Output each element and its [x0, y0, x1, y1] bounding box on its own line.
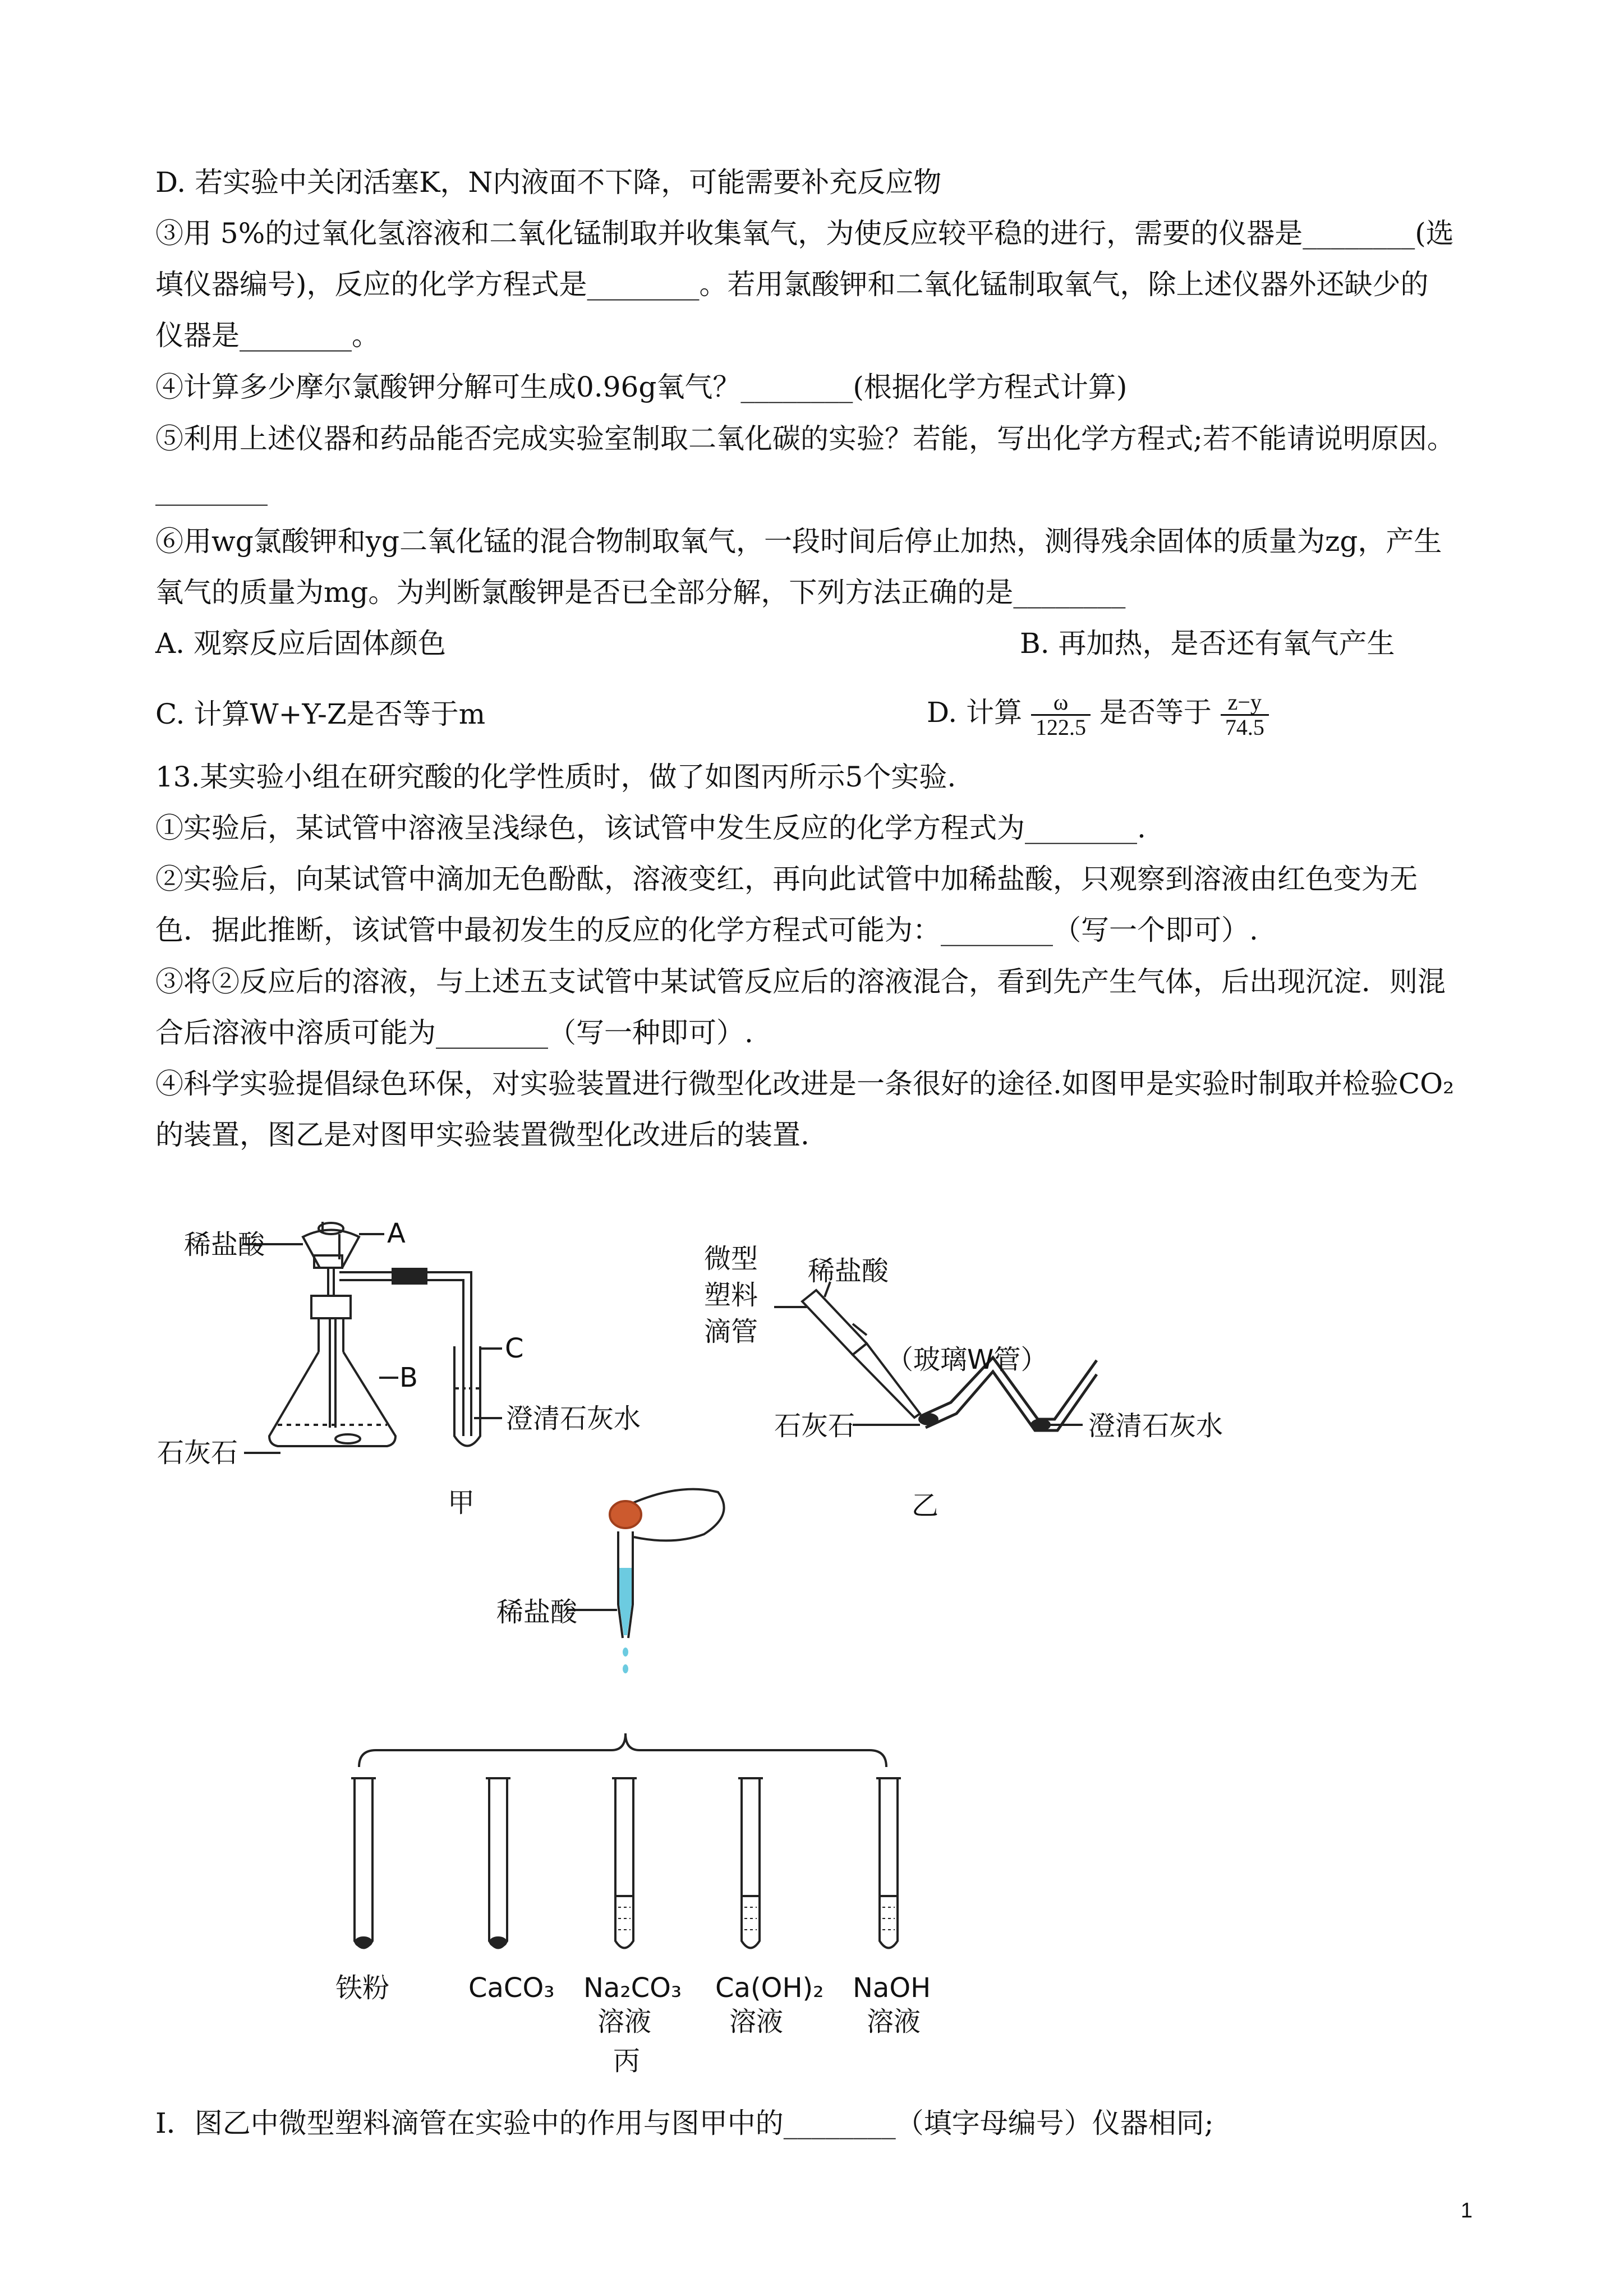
caption-jia: 甲: [448, 1487, 475, 1519]
text-line: 仪器是________。: [155, 319, 380, 352]
label-c: C: [505, 1333, 524, 1364]
tube-label: 溶液: [597, 2006, 652, 2037]
text-line: D. 若实验中关闭活塞K，N内液面不下降，可能需要补充反应物: [155, 166, 942, 199]
q13-line: 13.某实验小组在研究酸的化学性质时，做了如图丙所示5个实验.: [155, 761, 956, 793]
test-tube: [351, 1778, 376, 1948]
label-acid-jia: 稀盐酸: [184, 1229, 265, 1260]
caption-bing: 丙: [613, 2045, 641, 2077]
apparatus-bing: [351, 1489, 901, 1948]
text-line: ⑤利用上述仪器和药品能否完成实验室制取二氧化碳的实验？若能，写出化学方程式;若不能请说明原因。: [155, 422, 1455, 455]
text-line: ④计算多少摩尔氯酸钾分解可生成0.96g氧气？________(根据化学方程式计算): [155, 371, 1128, 403]
fraction-w-over-122-5: $\frac{\omega}{122.5}$: [1031, 691, 1091, 739]
label-dropper-l1: 微型: [704, 1243, 758, 1274]
page-number: 1: [1460, 2199, 1473, 2223]
tube-label: 溶液: [867, 2006, 921, 2037]
tube-label: 溶液: [729, 2006, 784, 2037]
q13-line: 合后溶液中溶质可能为________（写一种即可）.: [155, 1016, 753, 1049]
label-limestone-jia: 石灰石: [157, 1437, 238, 1469]
test-tube: [486, 1778, 510, 1948]
label-dropper-l2: 塑料: [704, 1280, 758, 1311]
option-d-prefix: D. 计算: [927, 696, 1023, 729]
option-c: C. 计算W+Y-Z是否等于m: [155, 698, 486, 730]
test-tube: [738, 1778, 763, 1948]
text-line: ③用 5%的过氧化氢溶液和二氧化锰制取并收集氧气，为使反应较平稳的进行，需要的仪器是________(选: [155, 217, 1454, 250]
q13-line: ④科学实验提倡绿色环保，对实验装置进行微型化改进是一条很好的途径.如图甲是实验时制取并检验CO₂: [155, 1068, 1455, 1100]
text-line: ________: [155, 473, 268, 506]
tube-label: Ca(OH)₂: [715, 1972, 824, 2004]
option-a: A. 观察反应后固体颜色: [155, 627, 446, 660]
caption-yi: 乙: [912, 1490, 939, 1521]
label-limewater-yi: 澄清石灰水: [1088, 1410, 1223, 1442]
label-wtube: （玻璃W管）: [886, 1344, 1048, 1375]
test-tube: [876, 1778, 901, 1948]
tube-label: Na₂CO₃: [583, 1972, 682, 2004]
option-b: B. 再加热，是否还有氧气产生: [1020, 627, 1395, 660]
label-acid-yi: 稀盐酸: [808, 1255, 889, 1287]
label-dropper-l3: 滴管: [704, 1316, 758, 1347]
label-limestone-yi: 石灰石: [774, 1410, 855, 1442]
tube-label: NaOH: [853, 1972, 931, 2004]
fraction-z-y-over-74-5: $\frac{z-y}{74.5}$: [1221, 691, 1269, 739]
option-d-mid: 是否等于: [1099, 696, 1212, 729]
q13-line: 的装置，图乙是对图甲实验装置微型化改进后的装置.: [155, 1119, 809, 1151]
q13-line: ②实验后，向某试管中滴加无色酚酞，溶液变红，再向此试管中加稀盐酸，只观察到溶液由红色变为无: [155, 863, 1418, 895]
label-a: A: [387, 1218, 406, 1249]
q13-line: ③将②反应后的溶液，与上述五支试管中某试管反应后的溶液混合，看到先产生气体，后出现沉淀．则混: [155, 965, 1446, 998]
text-line: 填仪器编号)，反应的化学方程式是________。若用氯酸钾和二氧化锰制取氧气，除上述仪器外还缺少的: [155, 268, 1429, 301]
test-tube: [612, 1778, 637, 1948]
last-line: I．图乙中微型塑料滴管在实验中的作用与图甲中的________（填字母编号）仪器相同;: [155, 2107, 1214, 2139]
tube-label: CaCO₃: [468, 1972, 555, 2004]
text-line: 氧气的质量为mg。为判断氯酸钾是否已全部分解，下列方法正确的是________: [155, 576, 1126, 609]
q13-line: 色．据此推断，该试管中最初发生的反应的化学方程式可能为：________（写一个即可）.: [155, 914, 1258, 946]
label-acid-bing: 稀盐酸: [496, 1596, 578, 1628]
q13-line: ①实验后，某试管中溶液呈浅绿色，该试管中发生反应的化学方程式为________.: [155, 812, 1146, 844]
apparatus-jia: [243, 1222, 502, 1453]
label-b: B: [399, 1362, 418, 1393]
text-line: ⑥用wg氯酸钾和yg二氧化锰的混合物制取氧气，一段时间后停止加热，测得残余固体的质量为zg，产生: [155, 525, 1442, 558]
label-limewater-jia: 澄清石灰水: [506, 1403, 641, 1434]
tube-label: 铁粉: [335, 1972, 390, 2004]
